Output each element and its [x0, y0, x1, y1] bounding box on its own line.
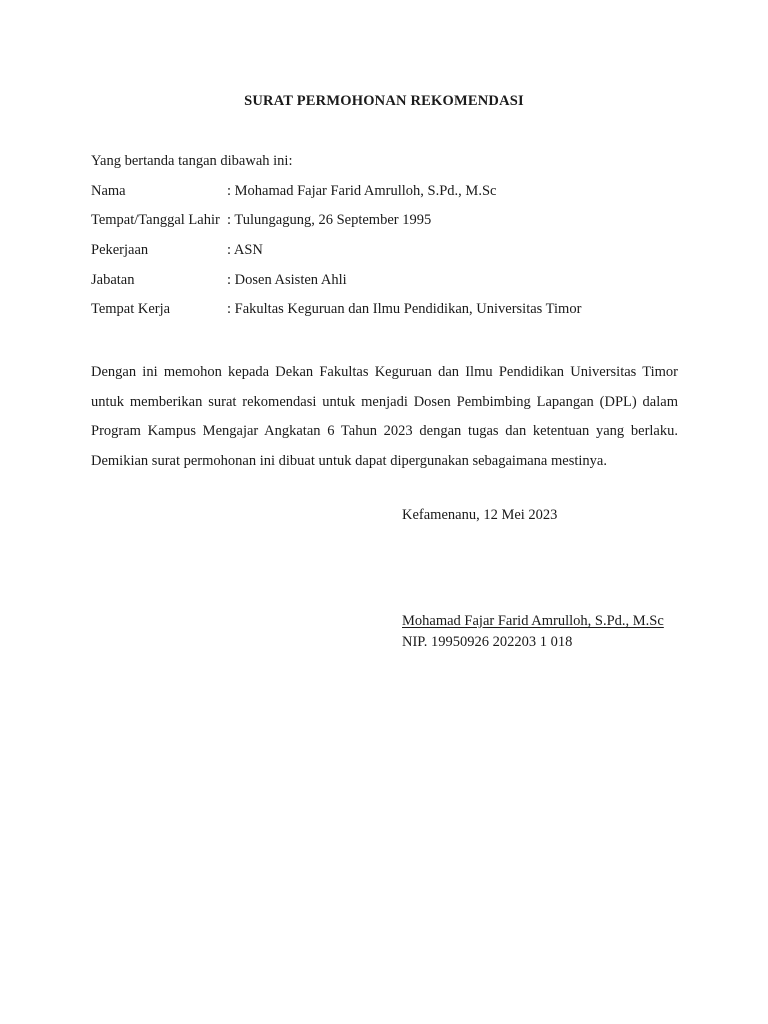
field-label-tempat-tanggal-lahir: Tempat/Tanggal Lahir: [91, 212, 220, 228]
closing-paragraph: Demikian surat permohonan ini dibuat untuk dapat dipergunakan sebagaimana mestinya.: [91, 452, 607, 469]
intro-line: Yang bertanda tangan dibawah ini:: [91, 153, 293, 169]
signer-name: Mohamad Fajar Farid Amrulloh, S.Pd., M.Sc: [402, 613, 664, 629]
field-label-pekerjaan: Pekerjaan: [91, 242, 149, 258]
field-label-tempat-kerja: Tempat Kerja: [91, 301, 171, 317]
field-label-jabatan: Jabatan: [91, 272, 135, 288]
body-paragraph: Dengan ini memohon kepada Dekan Fakultas Keguruan dan Ilmu Pendidikan Universitas Timor untuk memberikan surat rekomendasi untuk menjadi Dosen Pembimbing Lapangan (DPL) dalam Program Kampus Mengajar Angkatan 6 Tahun 2023 dengan tugas dan ketentuan yang berlaku.: [91, 364, 678, 439]
letter-body: [91, 358, 678, 476]
field-label-nama: Nama: [91, 183, 126, 199]
field-value-pekerjaan: : ASN: [227, 242, 263, 258]
field-value-tempat-kerja: : Fakultas Keguruan dan Ilmu Pendidikan, Universitas Timor: [227, 301, 582, 317]
place-date: Kefamenanu, 12 Mei 2023: [402, 507, 558, 523]
signer-nip: NIP. 19950926 202203 1 018: [402, 634, 573, 650]
field-value-tempat-tanggal-lahir: : Tulungagung, 26 September 1995: [227, 212, 432, 228]
field-value-nama: : Mohamad Fajar Farid Amrulloh, S.Pd., M.Sc: [227, 183, 497, 199]
letter-title: SURAT PERMOHONAN REKOMENDASI: [244, 93, 524, 109]
field-value-jabatan: : Dosen Asisten Ahli: [227, 272, 347, 288]
